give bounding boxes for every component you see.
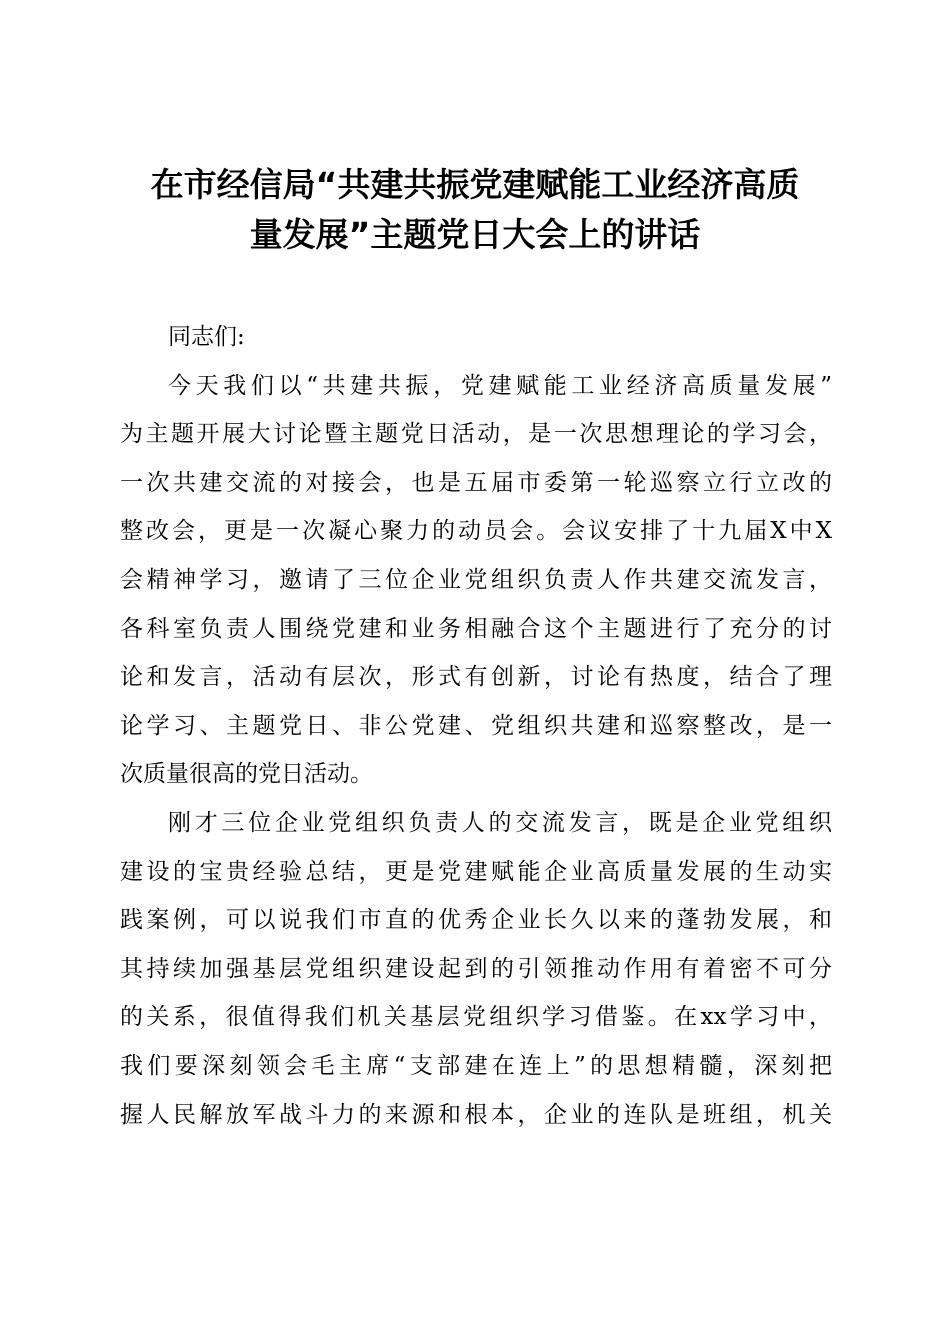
paragraph-2 — [120, 799, 832, 1139]
paragraph-line: 整改会，更是一次凝心聚力的动员会。会议安排了十九届X中X — [120, 518, 832, 545]
title-line-2: 量发展”主题党日大会上的讲话 — [249, 215, 701, 254]
document-body — [120, 313, 832, 1139]
paragraph-line: 其持续加强基层党组织建设起到的引领推动作用有着密不可分 — [120, 955, 832, 982]
paragraph-line: 各科室负责人围绕党建和业务相融合这个主题进行了充分的讨 — [120, 615, 832, 642]
paragraph-line: 今天我们以“共建共振，党建赋能工业经济高质量发展” — [168, 372, 832, 399]
paragraph-line: 论和发言，活动有层次，形式有创新，讨论有热度，结合了理 — [120, 664, 832, 691]
paragraph-line: 践案例，可以说我们市直的优秀企业长久以来的蓬勃发展，和 — [120, 907, 832, 934]
paragraph-line: 一次共建交流的对接会，也是五届市委第一轮巡察立行立改的 — [120, 469, 832, 496]
paragraph-line: 论学习、主题党日、非公党建、党组织共建和巡察整改，是一 — [120, 712, 832, 739]
paragraph-line: 建设的宝贵经验总结，更是党建赋能企业高质量发展的生动实 — [120, 858, 832, 885]
salutation: 同志们: — [168, 324, 245, 350]
paragraph-1 — [120, 362, 832, 799]
paragraph-line: 握人民解放军战斗力的来源和根本，企业的连队是班组，机关 — [120, 1101, 832, 1128]
paragraph-line: 为主题开展大讨论暨主题党日活动，是一次思想理论的学习会， — [120, 421, 832, 448]
paragraph-line: 我们要深刻领会毛主席“支部建在连上”的思想精髓，深刻把 — [120, 1052, 832, 1079]
document-title — [110, 160, 840, 260]
paragraph-line: 的关系，很值得我们机关基层党组织学习借鉴。在xx学习中， — [120, 1004, 832, 1031]
paragraph-line: 次质量很高的党日活动。 — [120, 761, 373, 788]
title-line-1: 在市经信局“共建共振党建赋能工业经济高质 — [150, 165, 800, 204]
paragraph-line: 会精神学习，邀请了三位企业党组织负责人作共建交流发言， — [120, 566, 832, 593]
paragraph-line: 刚才三位企业党组织负责人的交流发言，既是企业党组织 — [168, 809, 832, 836]
